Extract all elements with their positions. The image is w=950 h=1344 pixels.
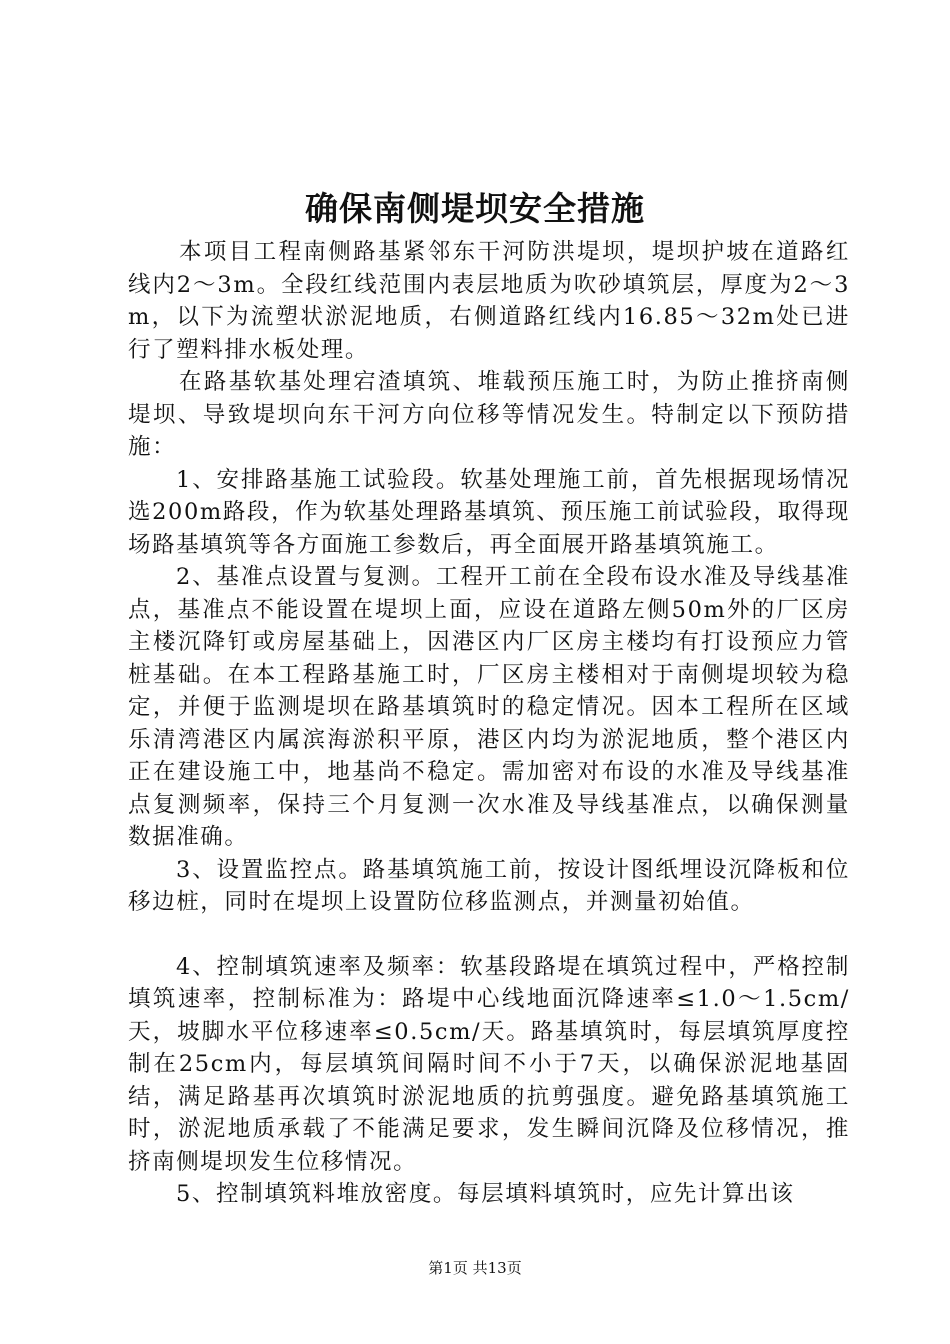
paragraph-intro: 本项目工程南侧路基紧邻东干河防洪堤坝，堤坝护坡在道路红线内2～3m。全段红线范围内表层地质为吹砂填筑层，厚度为2～3m，以下为流塑状淤泥地质，右侧道路红线内16.85～32m处已进行了塑料排水板处理。: [128, 239, 850, 363]
document-body: [128, 236, 850, 1211]
paragraph-measure-1: 1、安排路基施工试验段。软基处理施工前，首先根据现场情况选200m路段，作为软基处理路基填筑、预压施工前试验段，取得现场路基填筑等各方面施工参数后，再全面展开路基填筑施工。: [128, 466, 850, 558]
paragraph-measure-4: 4、控制填筑速率及频率：软基段路堤在填筑过程中，严格控制填筑速率，控制标准为：路堤中心线地面沉降速率≤1.0～1.5cm/天，坡脚水平位移速率≤0.5cm/天。路基填筑时，每层填筑厚度控制在25cm内，每层填筑间隔时间不小于7天，以确保淤泥地基固结，满足路基再次填筑时淤泥地质的抗剪强度。避免路基填筑施工时，淤泥地质承载了不能满足要求，发生瞬间沉降及位移情况，推挤南侧堤坝发生位移情况。: [128, 953, 850, 1175]
paragraph-gap: [128, 919, 850, 951]
paragraph-measure-3: 3、设置监控点。路基填筑施工前，按设计图纸埋设沉降板和位移边桩，同时在堤坝上设置防位移监测点，并测量初始值。: [128, 856, 850, 915]
page-number-footer: 第1页 共13页: [428, 1259, 522, 1277]
paragraph-purpose: 在路基软基处理宕渣填筑、堆载预压施工时，为防止推挤南侧堤坝、导致堤坝向东干河方向位移等情况发生。特制定以下预防措施：: [128, 369, 850, 460]
document-title: 确保南侧堤坝安全措施: [305, 189, 645, 228]
paragraph-measure-2: 2、基准点设置与复测。工程开工前在全段布设水准及导线基准点，基准点不能设置在堤坝上面，应设在道路左侧50m外的厂区房主楼沉降钉或房屋基础上，因港区内厂区房主楼均有打设预应力管桩基础。在本工程路基施工时，厂区房主楼相对于南侧堤坝较为稳定，并便于监测堤坝在路基填筑时的稳定情况。因本工程所在区域乐清湾港区内属滨海淤积平原，港区内均为淤泥地质，整个港区内正在建设施工中，地基尚不稳定。需加密对布设的水准及导线基准点复测频率，保持三个月复测一次水准及导线基准点，以确保测量数据准确。: [128, 564, 850, 850]
paragraph-measure-5: 5、控制填筑料堆放密度。每层填料填筑时，应先计算出该: [176, 1181, 795, 1207]
